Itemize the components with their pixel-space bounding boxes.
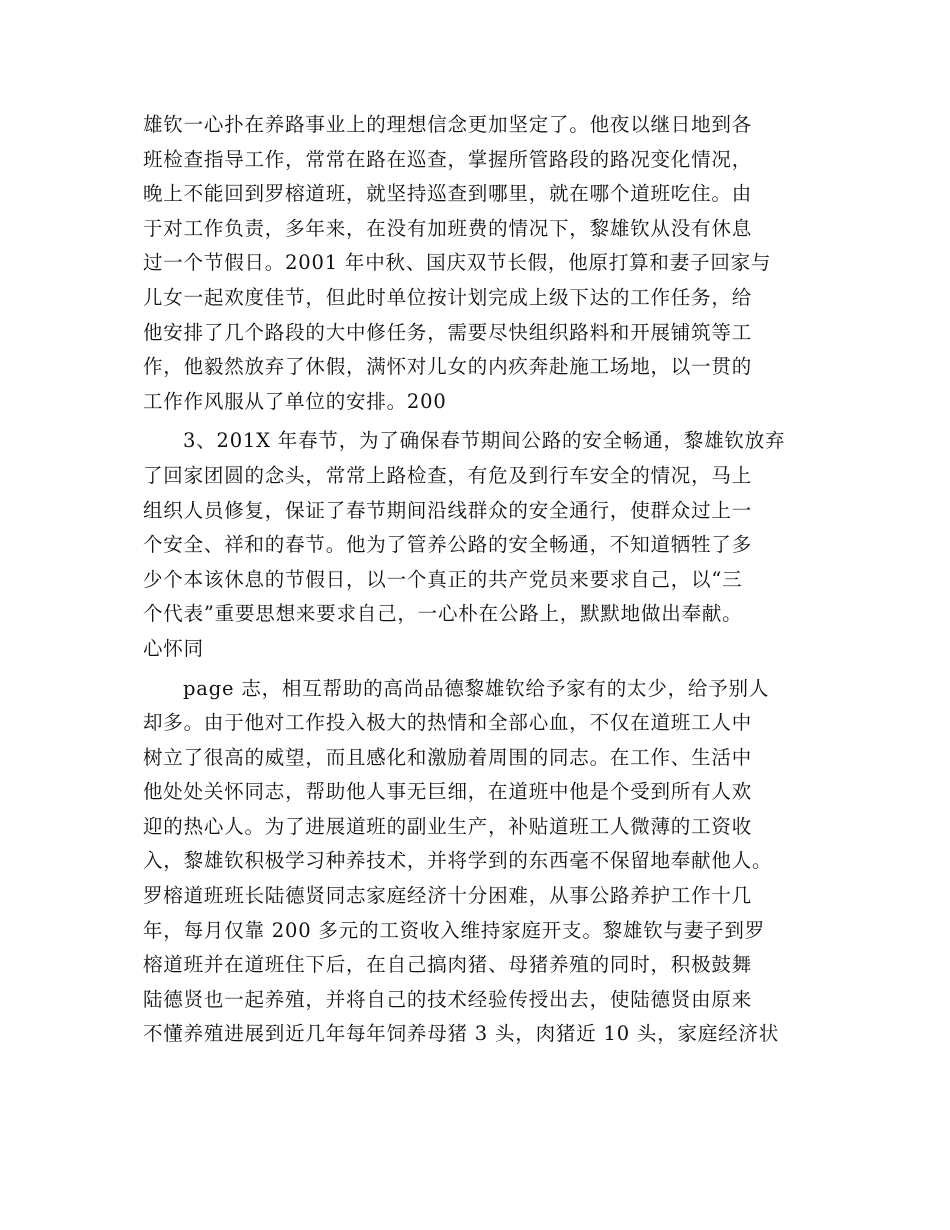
text-line: 迎的热心人。为了进展道班的副业生产，补贴道班工人微薄的工资收 — [143, 814, 753, 838]
text-line: 个安全、祥和的春节。他为了管养公路的安全畅通，不知道牺牲了多 — [143, 533, 753, 557]
text-line: 榕道班并在道班住下后，在自己搞肉猪、母猪养殖的同时，积极鼓舞 — [143, 953, 753, 977]
text-line: 个代表”重要思想来要求自己，一心朴在公路上，默默地做出奉献。 — [143, 602, 743, 626]
text-line: 班检查指导工作，常常在路在巡查，掌握所管路段的路况变化情况， — [143, 147, 753, 171]
text-line: 不懂养殖进展到近几年每年饲养母猪 3 头，肉猪近 10 头，家庭经济状 — [143, 1022, 780, 1046]
text-line: 过一个节假日。2001 年中秋、国庆双节长假，他原打算和妻子回家与 — [143, 251, 772, 275]
text-line: 他安排了几个路段的大中修任务，需要尽快组织路料和开展铺筑等工 — [143, 320, 753, 344]
text-line: 工作作风服从了单位的安排。200 — [143, 389, 447, 413]
text-line: 作，他毅然放弃了休假，满怀对儿女的内疚奔赴施工场地，以一贯的 — [143, 355, 753, 379]
text-line: 3、201X 年春节，为了确保春节期间公路的安全畅通，黎雄钦放弃 — [183, 429, 786, 453]
text-line: 儿女一起欢度佳节，但此时单位按计划完成上级下达的工作任务，给 — [143, 285, 753, 309]
text-line: 晚上不能回到罗榕道班，就坚持巡查到哪里，就在哪个道班吃住。由 — [143, 182, 753, 206]
text-line: 入，黎雄钦积极学习种养技术，并将学到的东西毫不保留地奉献他人。 — [143, 849, 773, 873]
text-line: 于对工作负责，多年来，在没有加班费的情况下，黎雄钦从没有休息 — [143, 216, 753, 240]
text-line: 心怀同 — [143, 636, 204, 660]
text-line: 雄钦一心扑在养路事业上的理想信念更加坚定了。他夜以继日地到各 — [143, 113, 753, 136]
text-line: 少个本该休息的节假日，以一个真正的共产党员来要求自己，以“三 — [143, 567, 743, 591]
text-line: 了回家团圆的念头，常常上路检查，有危及到行车安全的情况，马上 — [143, 463, 753, 487]
text-line: 组织人员修复，保证了春节期间沿线群众的安全通行，使群众过上一 — [143, 498, 753, 522]
text-line: page 志，相互帮助的高尚品德黎雄钦给予家有的太少，给予别人 — [183, 676, 770, 700]
text-line: 罗榕道班班长陆德贤同志家庭经济十分困难，从事公路养护工作十几 — [143, 884, 753, 908]
text-line: 他处处关怀同志，帮助他人事无巨细，在道班中他是个受到所有人欢 — [143, 780, 753, 804]
body-text — [143, 108, 808, 1052]
text-line: 树立了很高的威望，而且感化和激励着周围的同志。在工作、生活中 — [143, 745, 753, 769]
text-line: 却多。由于他对工作投入极大的热情和全部心血，不仅在道班工人中 — [143, 711, 753, 735]
text-line: 年，每月仅靠 200 多元的工资收入维持家庭开支。黎雄钦与妻子到罗 — [143, 918, 766, 942]
text-line: 陆德贤也一起养殖，并将自己的技术经验传授出去，使陆德贤由原来 — [143, 987, 753, 1011]
